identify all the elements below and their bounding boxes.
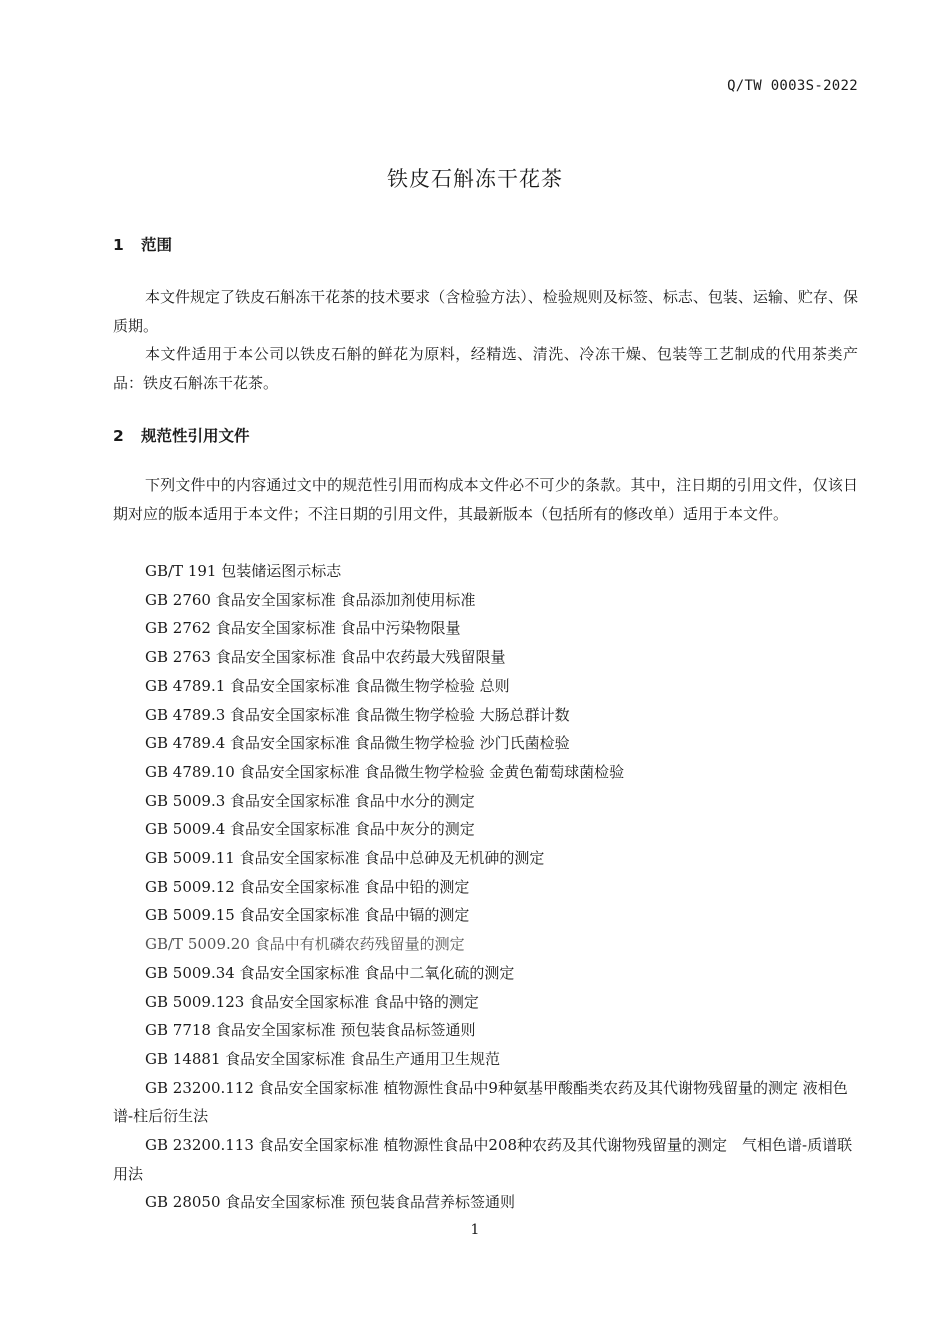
reference-item: GB 5009.3 食品安全国家标准 食品中水分的测定	[145, 791, 475, 810]
standard-code: Q/TW 0003S-2022	[727, 78, 858, 94]
document-title: 铁皮石斛冻干花茶	[387, 167, 563, 191]
reference-item: GB 2762 食品安全国家标准 食品中污染物限量	[145, 619, 461, 638]
section-1-heading	[113, 233, 172, 255]
reference-item: GB 4789.1 食品安全国家标准 食品微生物学检验 总则	[145, 676, 510, 695]
scope-paragraph-2: 本文件适用于本公司以铁皮石斛的鲜花为原料，经精选、清洗、冷冻干燥、包装等工艺制成的代用茶类产品：铁皮石斛冻干花茶。	[113, 345, 858, 392]
reference-item: GB 23200.112 食品安全国家标准 植物源性食品中9种氨基甲酸酯类农药及其代谢物残留量的测定 液相色谱-柱后衍生法	[113, 1078, 848, 1126]
reference-item: GB 4789.10 食品安全国家标准 食品微生物学检验 金黄色葡萄球菌检验	[145, 762, 625, 781]
reference-item: GB 28050 食品安全国家标准 预包装食品营养标签通则	[145, 1193, 516, 1212]
references-intro-paragraph: 下列文件中的内容通过文中的规范性引用而构成本文件必不可少的条款。其中，注日期的引用文件，仅该日期对应的版本适用于本文件；不注日期的引用文件，其最新版本（包括所有的修改单）适用于本文件。	[113, 476, 858, 523]
reference-item: GB 5009.34 食品安全国家标准 食品中二氧化硫的测定	[145, 963, 515, 982]
reference-item: GB 4789.3 食品安全国家标准 食品微生物学检验 大肠总群计数	[145, 705, 570, 724]
section-2-number: 2	[113, 427, 124, 445]
section-1-title: 范围	[141, 236, 173, 254]
section-2-title: 规范性引用文件	[141, 427, 250, 445]
reference-item: GB 23200.113 食品安全国家标准 植物源性食品中208种农药及其代谢物残留量的测定 气相色谱-质谱联用法	[113, 1136, 853, 1183]
scope-paragraph-1: 本文件规定了铁皮石斛冻干花茶的技术要求（含检验方法）、检验规则及标签、标志、包装、运输、贮存、保质期。	[113, 288, 858, 335]
reference-item: GB 5009.15 食品安全国家标准 食品中镉的测定	[145, 906, 470, 925]
section-2-heading	[113, 424, 250, 446]
reference-item: GB 5009.11 食品安全国家标准 食品中总砷及无机砷的测定	[145, 849, 545, 868]
reference-item: GB 14881 食品安全国家标准 食品生产通用卫生规范	[145, 1049, 501, 1068]
reference-item: GB/T 5009.20 食品中有机磷农药残留量的测定	[145, 935, 465, 954]
reference-item: GB 5009.12 食品安全国家标准 食品中铅的测定	[145, 877, 470, 896]
reference-item: GB 2760 食品安全国家标准 食品添加剂使用标准	[145, 590, 476, 609]
reference-item: GB 5009.4 食品安全国家标准 食品中灰分的测定	[145, 820, 475, 839]
reference-item: GB/T 191 包装储运图示标志	[145, 562, 342, 580]
section-1-number: 1	[113, 236, 124, 254]
reference-item: GB 5009.123 食品安全国家标准 食品中铬的测定	[145, 992, 479, 1011]
normative-references-list	[113, 557, 858, 1217]
page-number: 1	[470, 1222, 480, 1238]
reference-item: GB 4789.4 食品安全国家标准 食品微生物学检验 沙门氏菌检验	[145, 734, 570, 753]
reference-item: GB 2763 食品安全国家标准 食品中农药最大残留限量	[145, 648, 506, 667]
reference-item: GB 7718 食品安全国家标准 预包装食品标签通则	[145, 1021, 476, 1040]
